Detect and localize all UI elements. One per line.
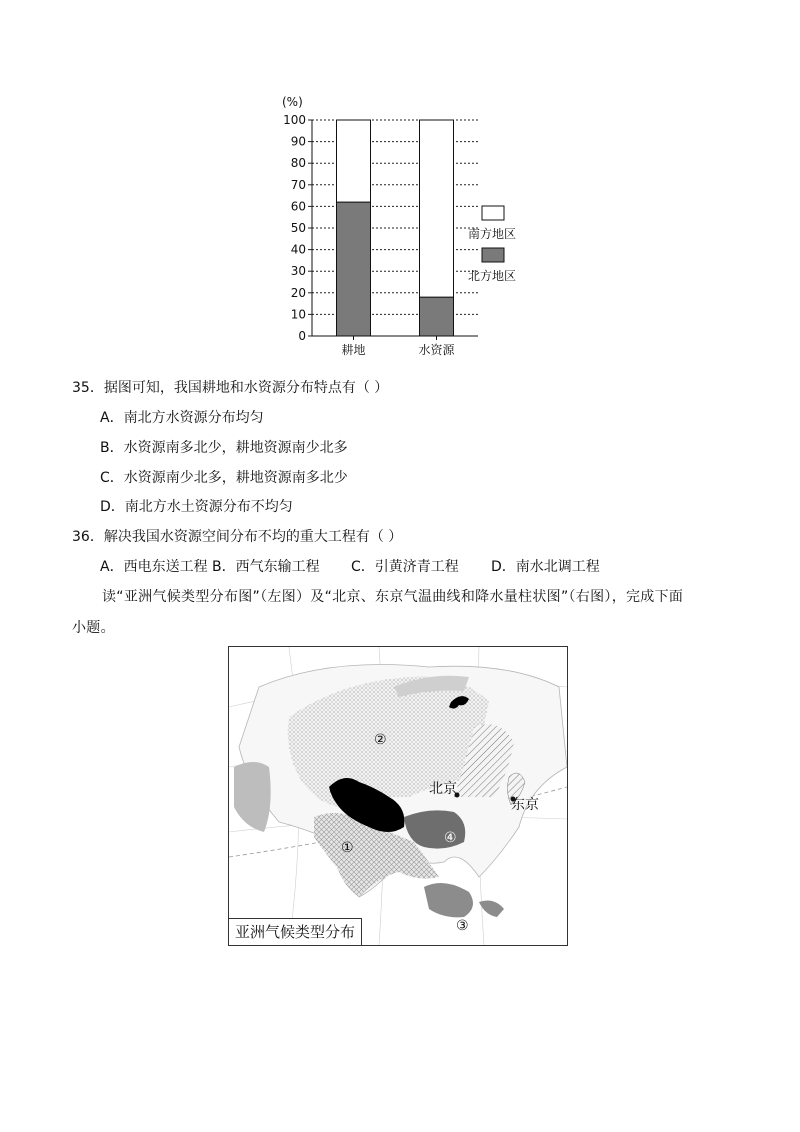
asia-climate-map: [228, 646, 568, 946]
stacked-bar-chart: [270, 88, 540, 360]
bar-south-0: [337, 120, 371, 202]
y-tick-label: 30: [290, 264, 306, 279]
question-36-option-ab: A．西电东送工程 B．西气东输工程: [100, 559, 320, 575]
zone-desert-west: [234, 762, 271, 832]
zone-label-2: ②: [374, 732, 387, 748]
city-label-tokyo: 东京: [511, 797, 539, 813]
chart-categories: [341, 336, 455, 357]
question-35-option-a: A．南北方水资源分布均匀: [100, 410, 264, 426]
y-tick-label: 80: [290, 156, 306, 171]
city-label-beijing: 北京: [429, 781, 457, 797]
question-36-option-c: C．引黄济青工程: [351, 559, 459, 575]
reading-intro-line-1: 读“亚洲气候类型分布图”（左图）及“北京、东京气温曲线和降水量柱状图”（右图），完成下面: [102, 589, 684, 605]
reading-intro-line-2: 小题。: [72, 620, 115, 636]
y-tick-label: 0: [298, 329, 306, 343]
zone-label-4: ④: [444, 830, 457, 846]
x-category-label: 耕地: [341, 343, 366, 357]
legend-label-1: 北方地区: [468, 269, 517, 283]
chart-bars: [337, 120, 454, 336]
map-title: 亚洲气候类型分布: [229, 918, 362, 945]
bar-north-0: [337, 202, 371, 336]
question-35-option-b: B．水资源南多北少，耕地资源南少北多: [100, 440, 348, 456]
bar-north-1: [420, 297, 454, 336]
zone-label-1: ①: [341, 840, 354, 856]
y-tick-label: 70: [290, 177, 306, 192]
y-tick-label: 50: [290, 221, 306, 235]
chart-ticks: [283, 113, 312, 343]
question-35-option-d: D．南北方水土资源分布不均匀: [100, 499, 293, 515]
y-tick-label: 20: [290, 285, 306, 300]
legend-label-0: 南方地区: [468, 227, 517, 241]
y-tick-label: 40: [290, 242, 306, 257]
bar-south-1: [420, 120, 454, 297]
zone-tropical-rainforest: [424, 883, 504, 917]
x-category-label: 水资源: [418, 343, 455, 357]
y-tick-label: 100: [283, 113, 306, 127]
question-35-option-c: C．水资源南少北多，耕地资源南多北少: [100, 470, 348, 486]
y-tick-label: 10: [290, 307, 306, 322]
asia-climate-map-drawing: [229, 647, 567, 945]
y-tick-label: 90: [290, 134, 306, 149]
legend-swatch-1: [482, 248, 504, 262]
chart-legend: [468, 206, 516, 283]
y-unit-label: (%): [282, 95, 303, 109]
zone-label-3: ③: [456, 918, 469, 934]
y-tick-label: 60: [290, 199, 306, 214]
question-35-stem: 35．据图可知，我国耕地和水资源分布特点有（ ）: [72, 380, 389, 396]
legend-swatch-0: [482, 206, 504, 220]
question-36-stem: 36．解决我国水资源空间分布不均的重大工程有（ ）: [72, 529, 403, 545]
question-36-option-d: D．南水北调工程: [491, 559, 600, 575]
